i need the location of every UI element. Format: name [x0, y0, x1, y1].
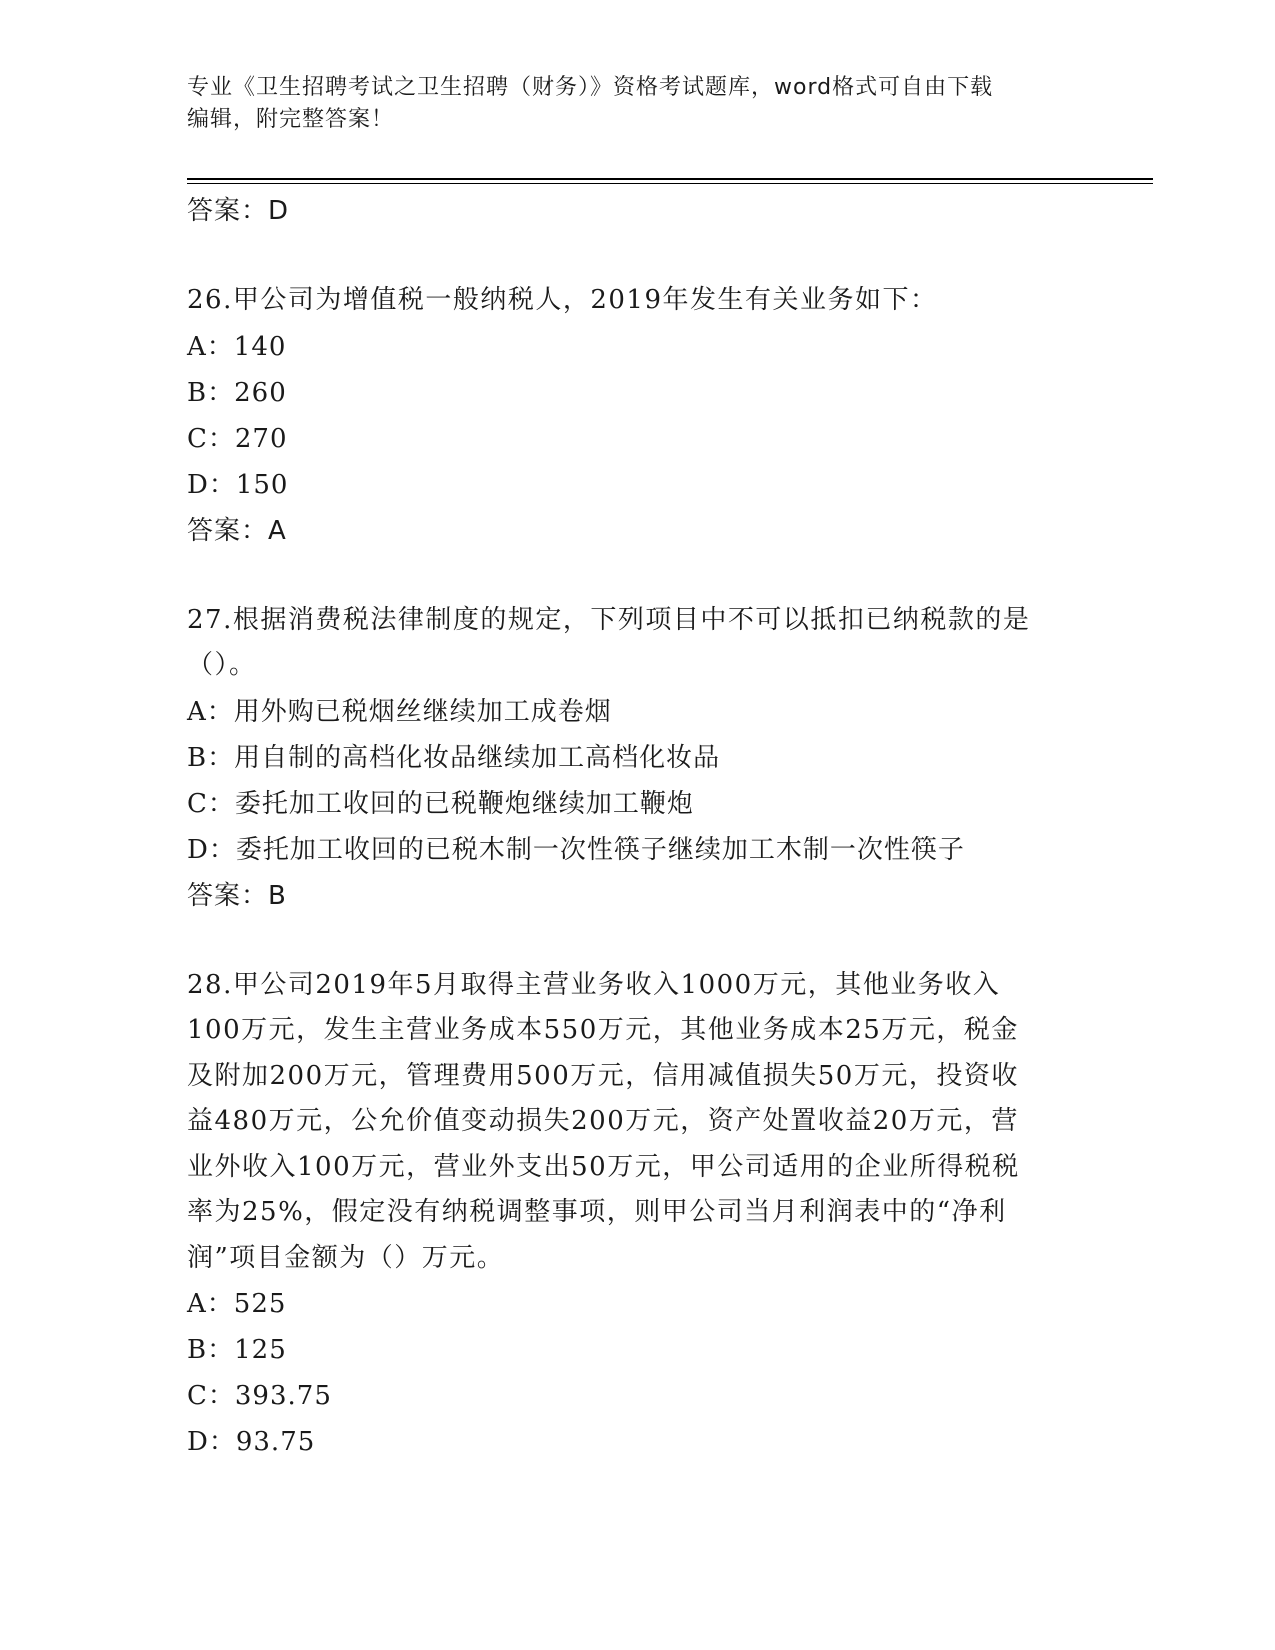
question-stem-line: 100万元，发生主营业务成本550万元，其他业务成本25万元，税金	[187, 1015, 1019, 1045]
option-b: B：260	[187, 377, 287, 408]
question-stem-line: 益480万元，公允价值变动损失200万元，资产处置收益20万元，营	[187, 1106, 1019, 1136]
option-b: B：用自制的高档化妆品继续加工高档化妆品	[187, 742, 721, 773]
option-b: B：125	[187, 1335, 287, 1365]
document-header	[187, 72, 1067, 136]
question-stem-line: 率为25%，假定没有纳税调整事项，则甲公司当月利润表中的“净利	[187, 1197, 1007, 1227]
option-a: A：525	[187, 1289, 287, 1319]
question-answer: 答案：B	[187, 880, 287, 911]
option-a: A：140	[187, 331, 287, 362]
question-stem-line: 27.根据消费税法律制度的规定，下列项目中不可以抵扣已纳税款的是	[187, 604, 1031, 635]
option-c: C：委托加工收回的已税鞭炮继续加工鞭炮	[187, 788, 694, 819]
question-28	[187, 963, 1087, 1466]
question-stem-line: 26.甲公司为增值税一般纳税人，2019年发生有关业务如下：	[187, 285, 938, 315]
header-line-2: 编辑，附完整答案！	[187, 107, 395, 132]
question-27	[187, 598, 1087, 919]
spacer	[187, 234, 1087, 278]
question-26	[187, 278, 1087, 554]
question-content	[187, 188, 1087, 1465]
header-rule-thick	[187, 178, 1153, 180]
question-answer: 答案：A	[187, 515, 287, 546]
option-d: D：150	[187, 469, 289, 500]
question-stem-line: （）。	[187, 650, 257, 680]
option-d: D：93.75	[187, 1427, 316, 1457]
option-c: C：270	[187, 423, 288, 454]
option-a: A：用外购已税烟丝继续加工成卷烟	[187, 696, 612, 727]
option-d: D：委托加工收回的已税木制一次性筷子继续加工木制一次性筷子	[187, 834, 965, 865]
previous-answer: 答案：D	[187, 196, 290, 226]
header-line-1: 专业《卫生招聘考试之卫生招聘（财务）》资格考试题库，word格式可自由下载	[187, 75, 994, 100]
question-stem-line: 业外收入100万元，营业外支出50万元，甲公司适用的企业所得税税	[187, 1151, 1020, 1182]
question-stem-line: 润”项目金额为（）万元。	[187, 1242, 505, 1273]
spacer	[187, 554, 1087, 598]
option-c: C：393.75	[187, 1381, 332, 1411]
question-stem-line: 28.甲公司2019年5月取得主营业务收入1000万元，其他业务收入	[187, 969, 1001, 1000]
spacer	[187, 919, 1087, 963]
question-stem-line: 及附加200万元，管理费用500万元，信用减值损失50万元，投资收	[187, 1060, 1019, 1091]
header-rule-thin	[187, 183, 1153, 184]
